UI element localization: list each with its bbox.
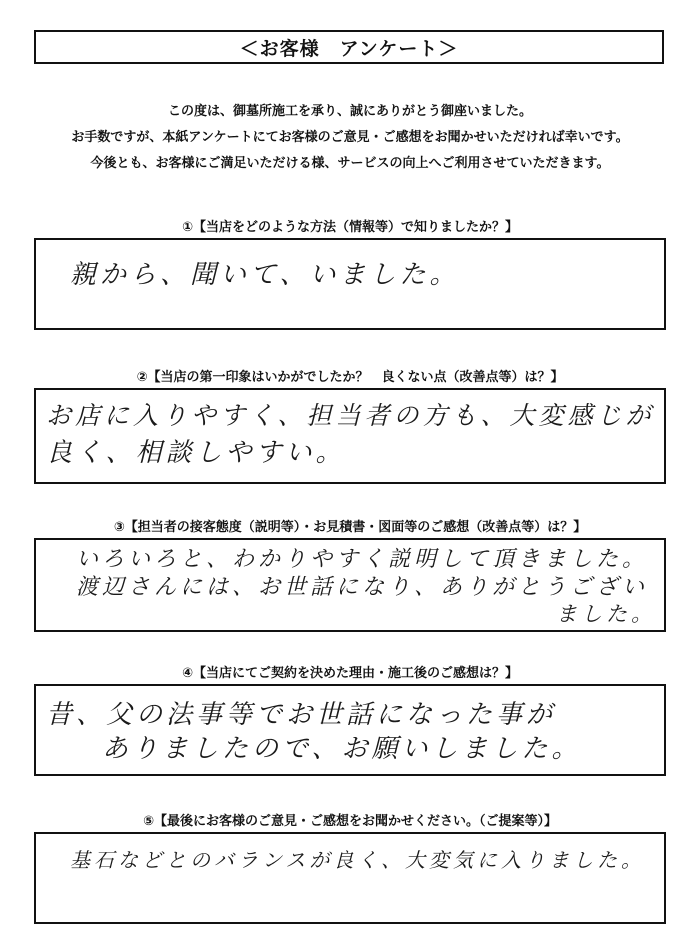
question-4-label: ④【当店にてご契約を決めた理由・施工後のご感想は？】 [181, 666, 518, 681]
intro-line-3: 今後とも、お客様にご満足いただける様、サービスの向上へご利用させていただきます。 [90, 156, 610, 171]
answer-4-line-1: 昔、父の法事等でお世話になった事が [46, 700, 557, 730]
answer-4-line-2: ありましたので、お願いしました。 [102, 734, 582, 764]
answer-5-box [34, 832, 666, 924]
survey-title-text: ＜お客様 アンケート＞ [239, 37, 459, 60]
question-3-label: ③【担当者の接客態度（説明等）・お見積書・図面等のご感想（改善点等）は？】 [113, 520, 587, 535]
answer-4-box [34, 684, 666, 776]
intro-line-1: この度は、御墓所施工を承り、誠にありがとう御座いました。 [167, 104, 532, 119]
intro-line-2: お手数ですが、本紙アンケートにてお客様のご意見・ご感想をお聞かせいただければ幸いです。 [71, 130, 629, 145]
answer-2-box [34, 388, 666, 484]
answer-2-line-2: 良く、相談しやすい。 [46, 438, 346, 468]
answer-1-box [34, 238, 666, 330]
question-5-label: ⑤【最後にお客様のご意見・ご感想をお聞かせください。（ご提案等）】 [142, 814, 557, 829]
answer-3-line-3: ました。 [556, 602, 656, 626]
survey-title [34, 30, 664, 64]
answer-5-line-1: 基石などとのバランスが良く、大変気に入りました。 [70, 848, 645, 872]
answer-1-line-1: 親から、聞いて、いました。 [70, 260, 460, 290]
answer-3-line-1: いろいろと、わかりやすく説明して頂きました。 [76, 547, 649, 572]
answer-3-box [34, 538, 666, 632]
question-2-label: ②【当店の第一印象はいかがでしたか？ 良くない点（改善点等）は？】 [136, 370, 564, 385]
answer-3-line-2: 渡辺さんには、お世話になり、ありがとうござい [76, 575, 649, 600]
answer-2-line-1: お店に入りやすく、担当者の方も、大変感じが [46, 401, 655, 430]
question-1-label: ①【当店をどのような方法（情報等）で知りましたか？】 [181, 220, 518, 235]
